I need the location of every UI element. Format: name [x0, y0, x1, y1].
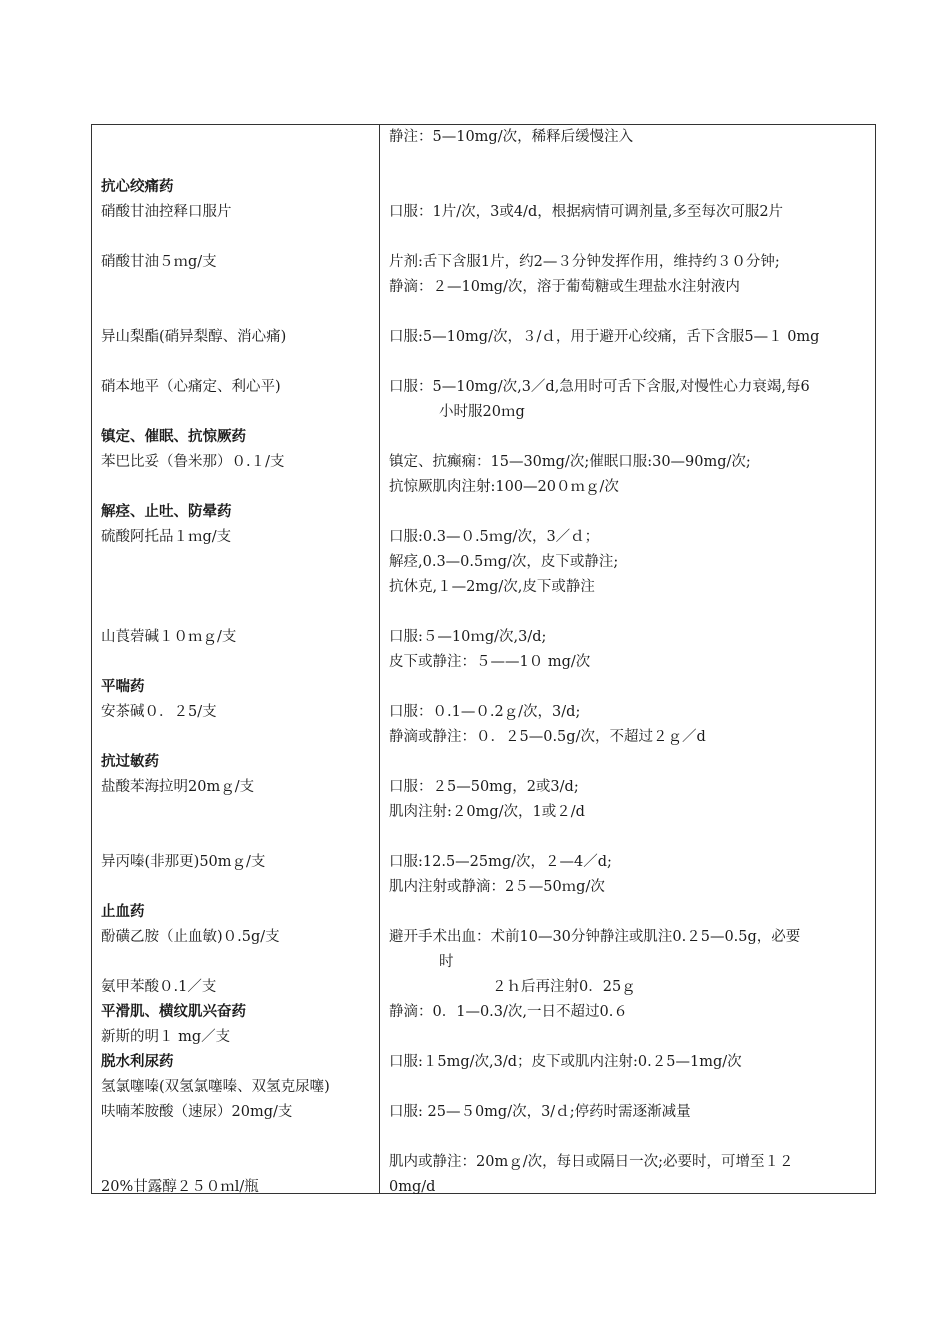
- drug-name-cell: 氢氯噻嗪(双氢氯噻嗪、双氢克尿噻): [101, 1079, 330, 1095]
- drug-name-cell: 安茶碱０．２5/支: [101, 704, 217, 720]
- column-divider: [379, 125, 380, 1193]
- dosage-cell: 解痉,0.3—0.5ｍg/次，皮下或静注;: [389, 554, 619, 570]
- category-heading: 解痉、止吐、防晕药: [101, 503, 232, 520]
- dosage-cell: 肌肉注射:２0mg/次，1或２/d: [389, 804, 585, 820]
- dosage-cell: 静滴：0．1—0.3/次,一日不超过0.６: [389, 1004, 628, 1020]
- drug-name-cell: 山莨菪碱１０ｍｇ/支: [101, 629, 237, 645]
- dosage-cell: 0mg/d: [389, 1179, 436, 1195]
- dosage-cell: 片剂:舌下含服1片，约2—３分钟发挥作用，维持约３０分钟;: [389, 254, 780, 270]
- drug-name-cell: 硝本地平（心痛定、利心平): [101, 379, 281, 395]
- drug-name-cell: 硝酸甘油控释口服片: [101, 204, 232, 220]
- drug-name-cell: 盐酸苯海拉明20mｇ/支: [101, 779, 255, 795]
- drug-name-cell: 20%甘露醇２５０ｍl/瓶: [101, 1179, 259, 1195]
- dosage-cell: 小时服20ｍg: [439, 404, 525, 420]
- dosage-cell: 时: [439, 954, 454, 970]
- category-heading: 镇定、催眠、抗惊厥药: [101, 428, 246, 445]
- dosage-cell: 口服：5—10mg/次,3／d,急用时可舌下含服,对慢性心力衰竭,每6: [389, 379, 810, 395]
- dosage-cell: 肌内或静注：20mｇ/次，每日或隔日一次;必要时，可增至１２: [389, 1154, 794, 1170]
- dosage-cell: 口服：０.1—０.2ｇ/次，3/d;: [389, 704, 581, 720]
- dosage-cell: 静滴或静注：０．２5—0.5g/次，不超过２ｇ／d: [389, 729, 706, 745]
- category-heading: 平滑肌、横纹肌兴奋药: [101, 1003, 246, 1020]
- drug-name-cell: 新斯的明１ mg／支: [101, 1029, 231, 1045]
- drug-name-cell: 呋喃苯胺酸（速尿）20mg/支: [101, 1104, 293, 1120]
- drug-name-cell: 硫酸阿托品１ｍg/支: [101, 529, 232, 545]
- dosage-cell: 口服：1片/次，3或4/d，根据病情可调剂量,多至每次可服2片: [389, 204, 784, 220]
- dosage-cell: 口服:12.5—25mg/次，２—4／d;: [389, 854, 612, 870]
- dosage-cell: 口服:５—10ｍg/次,3/d;: [389, 629, 547, 645]
- dosage-cell: 口服: 25—５0mg/次，3/ｄ;停药时需逐渐减量: [389, 1104, 691, 1120]
- drug-name-cell: 硝酸甘油５ｍg/支: [101, 254, 217, 270]
- drug-name-cell: 异丙嗪(非那更)50mｇ/支: [101, 854, 266, 870]
- dosage-cell: 静注：5—10mg/次，稀释后缓慢注入: [389, 129, 634, 145]
- dosage-cell: 口服:0.3—０.5ｍg/次，3／ｄ；: [389, 529, 600, 545]
- dosage-cell: 口服:5—10mg/次，３/ｄ，用于避开心绞痛，舌下含服5—１ 0mg: [389, 329, 820, 345]
- drug-name-cell: 酚磺乙胺（止血敏)０.5g/支: [101, 929, 280, 945]
- dosage-cell: 口服：２5—50mg，2或3/d;: [389, 779, 579, 795]
- dosage-cell: 皮下或静注：５——1０ mg/次: [389, 654, 591, 670]
- dosage-cell: 口服:１5mg/次,3/d；皮下或肌内注射:0.２5—1mg/次: [389, 1054, 742, 1070]
- drug-dosage-table: [91, 124, 876, 1194]
- dosage-cell: 抗惊厥肌肉注射:100—20０ｍｇ/次: [389, 479, 619, 495]
- category-heading: 脱水利尿药: [101, 1053, 174, 1070]
- category-heading: 止血药: [101, 903, 145, 920]
- dosage-cell: 避开手术出血：术前10—30分钟静注或肌注0.２5—0.5g，必要: [389, 929, 801, 945]
- category-heading: 平喘药: [101, 678, 145, 695]
- drug-name-cell: 氨甲苯酸０.1／支: [101, 979, 217, 995]
- category-heading: 抗过敏药: [101, 753, 159, 770]
- dosage-cell: 抗休克,１—2mg/次,皮下或静注: [389, 579, 595, 595]
- drug-name-cell: 异山梨酯(硝异梨醇、消心痛): [101, 329, 287, 345]
- dosage-cell: 静滴：２—10mg/次，溶于葡萄糖或生理盐水注射液内: [389, 279, 740, 295]
- drug-name-cell: 苯巴比妥（鲁米那）０.１/支: [101, 454, 285, 470]
- category-heading: 抗心绞痛药: [101, 178, 174, 195]
- dosage-cell: ２ｈ后再注射0．25ｇ: [492, 979, 636, 995]
- dosage-cell: 镇定、抗癫痫：15—30mg/次;催眠口服:30—90mg/次;: [389, 454, 751, 470]
- dosage-cell: 肌内注射或静滴：2５—50ｍg/次: [389, 879, 605, 895]
